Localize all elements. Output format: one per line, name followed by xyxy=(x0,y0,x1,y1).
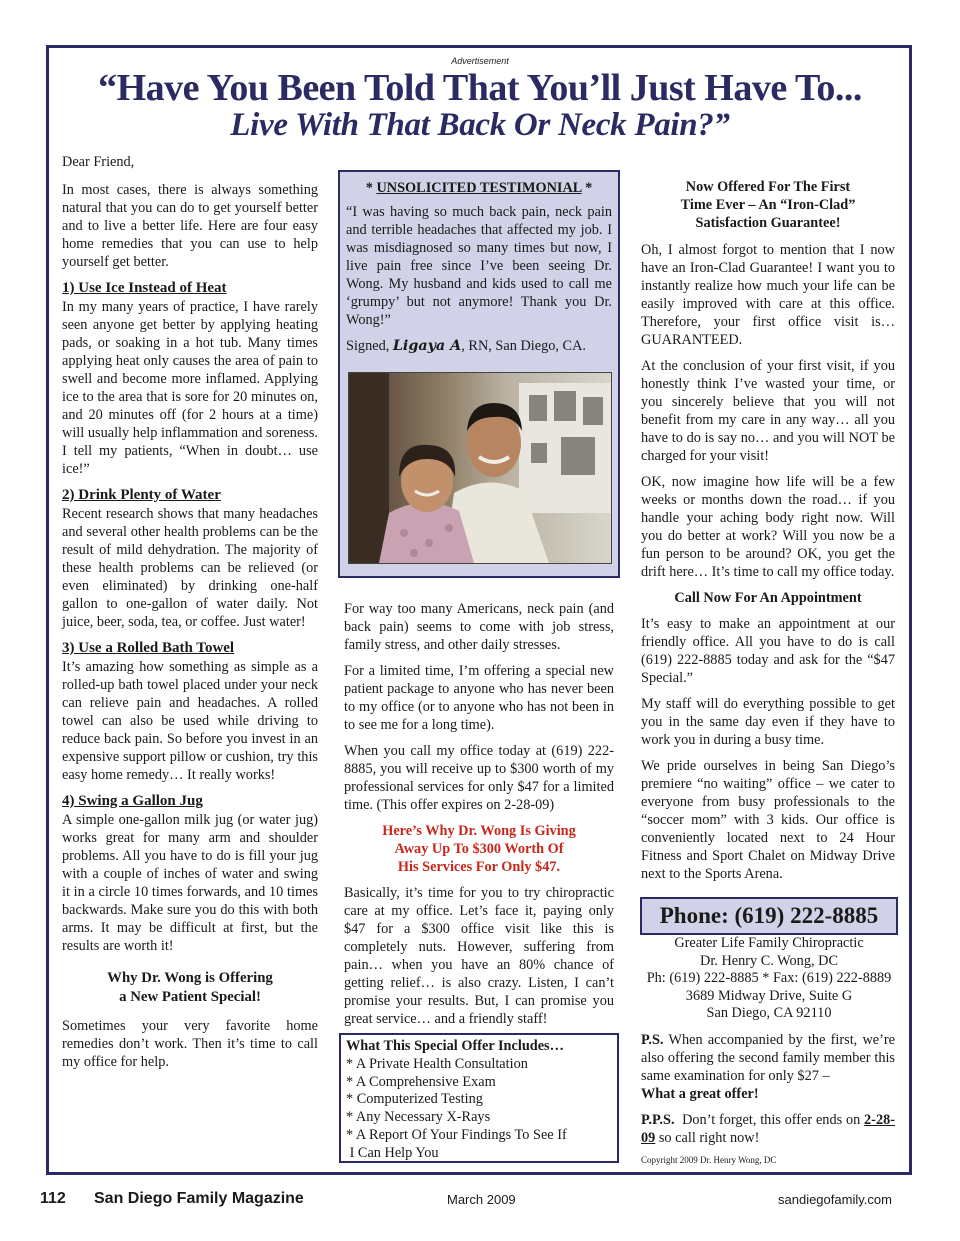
offer-item: * A Private Health Consultation xyxy=(346,1055,528,1072)
doctor-name: Dr. Henry C. Wong, DC xyxy=(700,952,838,969)
magazine-name: San Diego Family Magazine xyxy=(94,1190,304,1207)
website-link[interactable]: sandiegofamily.com xyxy=(778,1192,892,1207)
guarantee-heading-line-2: Time Ever – An “Iron-Clad” xyxy=(680,197,856,213)
greeting: Dear Friend, xyxy=(62,154,135,170)
photo-illustration xyxy=(349,373,611,563)
advertisement-label: Advertisement xyxy=(451,56,509,66)
testimonial-heading xyxy=(346,179,612,197)
red-callout-line-3: His Services For Only $47. xyxy=(397,859,561,875)
headline: “Have You Been Told That You’ll Just Have To... xyxy=(98,67,862,109)
copyright: Copyright 2009 Dr. Henry Wong, DC xyxy=(641,1155,777,1165)
guarantee-heading xyxy=(641,178,895,232)
offer-includes-box xyxy=(339,1033,619,1163)
offer-item: * A Report Of Your Findings To See If xyxy=(346,1126,567,1143)
pps-text-2: so call right now! xyxy=(655,1130,760,1146)
red-callout-line-1: Here’s Why Dr. Wong Is Giving xyxy=(382,823,576,839)
red-callout-line-2: Away Up To $300 Worth Of xyxy=(394,841,564,857)
offer-item: * Any Necessary X-Rays xyxy=(346,1109,491,1126)
remedy-4-body: A simple one-gallon milk jug (or water jug) works great for many arm and shoulder problems. All you have to do is fill your jug with a couple of inches of water and swing it in a circle 10 times forwards, and 10 times backwards. Make sure you do this with both arms. It may be difficult at first, but the results are worth it! xyxy=(62,812,318,954)
red-callout xyxy=(344,822,614,876)
signed-label: Signed, xyxy=(346,338,393,354)
right-paragraph-5: My staff will do everything possible to get you in the same day even if they have to work you in during a busy time. xyxy=(641,696,895,748)
testimonial-heading-suffix: * xyxy=(581,180,593,196)
guarantee-heading-line-3: Satisfaction Guarantee! xyxy=(695,215,841,231)
ps-label: P.S. xyxy=(641,1032,664,1048)
column-right xyxy=(641,178,895,891)
remedy-1-body: In my many years of practice, I have rarely seen anyone get better by applying heating pads, or soaking in a hot tub. Many times applying heat only causes the area of pain to swell and become more inflamed. Applying ice to the area that is sore for 20 minutes on, and 20 minutes off (for 2 hours at a time) will usually help inflammation and soreness. I tell my patients, “When in doubt… use ice!” xyxy=(62,299,318,477)
offer-item: * A Comprehensive Exam xyxy=(346,1073,496,1090)
ps-text: When accompanied by the first, we’re also offering the second family member this same examination for only $27 – xyxy=(641,1032,895,1084)
address-line-1: 3689 Midway Drive, Suite G xyxy=(685,987,853,1004)
right-paragraph-3: OK, now imagine how life will be a few weeks or months down the road… if you handle your aching body right now. Will you do better at work? Will you now be a fun person to be around? OK, you get the drift here… It’s time to call my office today. xyxy=(641,474,895,580)
why-heading-line-2: a New Patient Special! xyxy=(119,989,261,1005)
clinic-name: Greater Life Family Chiropractic xyxy=(674,935,864,951)
address-line-2: San Diego, CA 92110 xyxy=(706,1005,832,1022)
offer-item: * Computerized Testing xyxy=(346,1091,483,1108)
pps-date: 2-28-09 xyxy=(641,1112,895,1146)
postscript-block xyxy=(641,1031,895,1174)
patient-doctor-photo xyxy=(348,372,612,564)
signed-rest: , RN, San Diego, CA. xyxy=(461,338,586,354)
why-heading-line-1: Why Dr. Wong is Offering xyxy=(107,970,273,986)
right-paragraph-1: Oh, I almost forgot to mention that I now have an Iron-Clad Guarantee! I want you to instantly realize how much your life can be easily improved with care at this office. Therefore, your first office visit is… GUARANTEED. xyxy=(641,242,895,348)
pps-text-1: Don’t forget, this offer ends on xyxy=(674,1112,865,1128)
remedy-4-title: 4) Swing a Gallon Jug xyxy=(62,793,203,809)
offer-title: What This Special Offer Includes… xyxy=(346,1038,564,1054)
column-middle xyxy=(344,600,614,1036)
remedy-2-body: Recent research shows that many headaches and several other health problems can be the result of mild dehydration. The majority of these health problems can be relieved (or even eliminated) by drinking one-half gallon to one-gallon of water daily. Not juice, beer, soda, tea, or coffee. Just water! xyxy=(62,506,318,630)
phone-number-box[interactable]: Phone: (619) 222-8885 xyxy=(640,897,898,935)
call-now-heading: Call Now For An Appointment xyxy=(674,590,862,606)
pps-label: P.P.S. xyxy=(641,1112,675,1128)
right-paragraph-6: We pride ourselves in being San Diego’s premiere “no waiting” office – we cater to everyone from busy professionals to the “soccer mom” with 3 kids. Our office is conveniently located next to 24 Hour Fitness and Sport Chalet on Midway Drive next to the Sports Arena. xyxy=(641,758,895,882)
remedy-1-title: 1) Use Ice Instead of Heat xyxy=(62,280,227,296)
contact-block xyxy=(640,935,898,1023)
middle-paragraph-1: For way too many Americans, neck pain (and back pain) seems to come with job stress, family stress, and other daily stresses. xyxy=(344,601,614,653)
middle-paragraph-4: Basically, it’s time for you to try chiropractic care at my office. Let’s face it, paying only $47 for a $300 office visit like this is completely nuts. However, suffering from pain… when you have an 80% chance of getting relief… is also crazy. Listen, I can’t promise your results. But, I can promise you great service… and a friendly staff! xyxy=(344,885,614,1027)
remedy-2-title: 2) Drink Plenty of Water xyxy=(62,487,221,503)
signature: Ligaya A xyxy=(392,338,462,354)
remedy-3-title: 3) Use a Rolled Bath Towel xyxy=(62,640,235,656)
offer-item: I Can Help You xyxy=(346,1144,439,1161)
ps-paragraph xyxy=(641,1031,895,1103)
testimonial-title: UNSOLICITED TESTIMONIAL xyxy=(376,180,582,196)
page-number: 112 xyxy=(40,1190,66,1207)
testimonial-heading-prefix: * xyxy=(365,180,377,196)
issue-date: March 2009 xyxy=(447,1192,516,1207)
why-heading xyxy=(62,969,318,1007)
middle-paragraph-2: For a limited time, I’m offering a special new patient package to anyone who has never been to my office (or to anyone who has not been in to see me for a long time). xyxy=(344,663,614,733)
intro-paragraph: In most cases, there is always something natural that you can do to get yourself better and to live a better life. Here are four easy home remedies that you can use to help yourself get better. xyxy=(62,182,318,270)
pps-paragraph xyxy=(641,1111,895,1147)
testimonial-box xyxy=(338,170,620,578)
middle-paragraph-3: When you call my office today at (619) 222-8885, you will receive up to $300 worth of my professional services for only $47 for a limited time. (This offer expires on 2-28-09) xyxy=(344,743,614,813)
remedy-3-body: It’s amazing how something as simple as a rolled-up bath towel placed under your neck can relieve pain and headaches. A rolled towel can also be used while driving to reduce back pain. So before you invest in an expensive support pillow or cushion, try this easy home remedy… It really works! xyxy=(62,659,318,783)
testimonial-signed xyxy=(346,337,612,355)
phone-fax: Ph: (619) 222-8885 * Fax: (619) 222-8889 xyxy=(646,970,892,987)
column-left xyxy=(62,153,318,1079)
right-paragraph-2: At the conclusion of your first visit, if you honestly think I’ve wasted your time, or you sincerely believe that you will not benefit from my care in any way… all you have to do is say no… and you will NOT be charged for your visit! xyxy=(641,358,895,464)
closing-paragraph: Sometimes your very favorite home remedies don’t work. Then it’s time to call my office for help. xyxy=(62,1018,318,1070)
ps-bold: What a great offer! xyxy=(641,1086,759,1102)
testimonial-quote: “I was having so much back pain, neck pain and terrible headaches that affected my job. I was misdiagnosed so many times but now, I live pain free since I’ve been seeing Dr. Wong. My husband and kids used to call me ‘grumpy’ but not anymore! Thank you Dr. Wong!” xyxy=(346,204,612,328)
guarantee-heading-line-1: Now Offered For The First xyxy=(685,179,851,195)
right-paragraph-4: It’s easy to make an appointment at our friendly office. All you have to do is call (619) 222-8885 today and ask for the “$47 Special.” xyxy=(641,616,895,686)
subheadline: Live With That Back Or Neck Pain?” xyxy=(230,107,730,143)
